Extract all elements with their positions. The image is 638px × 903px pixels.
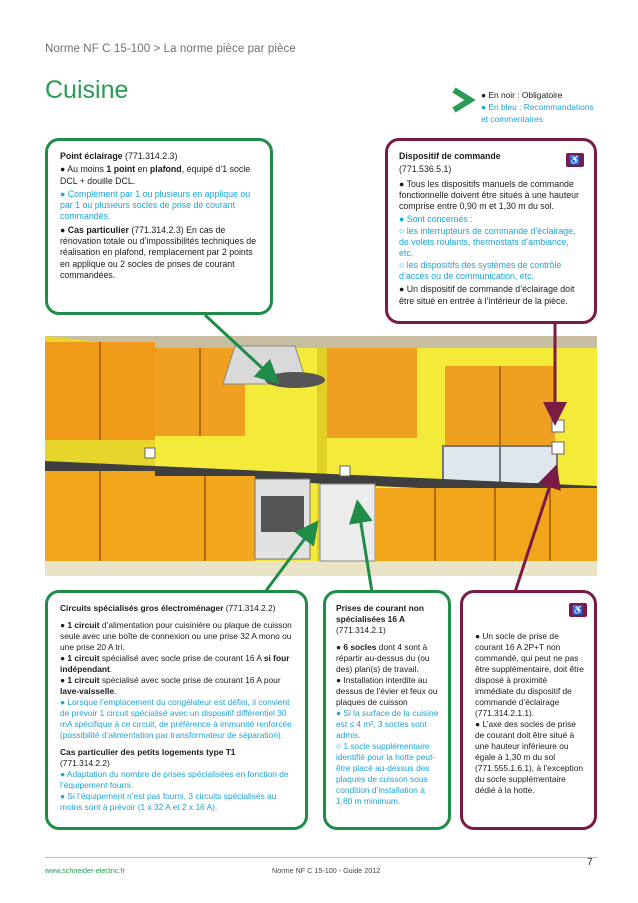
box-text: ● Cas particulier (771.314.2.3) En cas de rénovation totale ou d’impossibilités techniques de réalisation en plafond, remplacement par 2 points en applique ou 2 socles de prises de courant commandées. <box>60 224 257 280</box>
box-title: Point éclairage (771.314.2.3) <box>60 151 178 161</box>
page-title: Cuisine <box>45 76 129 104</box>
accessibility-icon: ♿ <box>569 603 587 617</box>
box-text: ● L’axe des socles de prise de courant doit être situé à une hauteur inférieure ou égale à 1,30 m du sol (771.555.1.6.1), à l’exception du socle supplémentaire dédié à la hotte. <box>475 719 584 795</box>
box-prises-courant <box>323 590 451 830</box>
legend-comments: et commentaires <box>481 114 543 124</box>
box-subtitle: Cas particulier des petits logements type T1 <box>60 747 236 757</box>
box-text: ● 1 circuit d’alimentation pour cuisinière ou plaque de cuisson seule avec une boîte de connexion ou une prise 32 A mono ou une prise 20 A tri. <box>60 620 292 652</box>
chevron-right-icon <box>450 87 476 113</box>
box-recommendation: ● Complément par 1 ou plusieurs en applique ou par 1 ou plusieurs socles de prise de courant commandés. <box>60 188 251 222</box>
legend <box>481 89 594 125</box>
box-recommendation: ● Adaptation du nombre de prises spécialisées en fonction de l’équipement fourni. <box>60 769 289 790</box>
box-recommendation: ○ 1 socle supplémentaire identifié pour la hotte peut-être placé au-dessus des plaques de cuisson sous condition d’installation à 1,80 m minimum. <box>336 741 436 806</box>
legend-recommendations: ● En bleu : Recommandations <box>481 102 594 112</box>
box-text: ● Un socle de prise de courant 16 A 2P+T non commandé, qui peut ne pas être supplémentaire, doit être disposé à proximité immédiate du dispositif de commande d’éclairage (771.314.2.1.1). <box>475 631 584 718</box>
box-text: ● 1 circuit spécialisé avec socle prise de courant 16 A pour lave-vaisselle. <box>60 675 281 696</box>
box-dispositif-commande <box>385 138 597 324</box>
breadcrumb: Norme NF C 15-100 > La norme pièce par pièce <box>45 43 296 55</box>
box-point-eclairage <box>45 138 273 315</box>
box-text: ● Au moins 1 point en plafond, équipé d’1 socle DCL + douille DCL. <box>60 164 251 186</box>
box-recommendation: ● Lorsque l’emplacement du congélateur est défini, il convient de prévoir 1 circuit spécialisé avec un dispositif différentiel 30 mA spécifique à ce circuit, de préférence à immunité renforcée (possibilité d’alimentation par transformateur de séparation). <box>60 697 292 740</box>
box-recommendation: ● Si la surface de la cuisine est ≤ 4 m², 3 socles sont admis. <box>336 708 439 740</box>
box-text: ● 1 circuit spécialisé avec socle prise de courant 16 A si four indépendant. <box>60 653 290 674</box>
box-socle-prise <box>460 590 597 830</box>
footer-document-title: Norme NF C 15-100 - Guide 2012 <box>272 866 381 875</box>
box-title: Prises de courant non spécialisées 16 A <box>336 603 424 624</box>
box-title: Dispositif de commande <box>399 151 501 161</box>
box-recommendation: ○ les interrupteurs de commande d’éclairage, de volets roulants, thermostats d’ambiance, etc. <box>399 225 576 259</box>
box-ref: (771.536.5.1) <box>399 164 452 175</box>
footer-url[interactable]: www.schneider-electric.fr <box>45 866 125 875</box>
box-recommendation: ○ les dispositifs des systèmes de contrôle d’accès ou de communication, etc. <box>399 259 562 281</box>
box-text: ● 6 socles dont 4 sont à répartir au-dessus du (ou des) plan(s) de travail. <box>336 642 430 674</box>
accessibility-icon: ♿ <box>566 153 584 167</box>
box-circuits-specialises <box>45 590 308 830</box>
page-number: 7 <box>587 857 593 868</box>
box-recommendation: ● Si l’équipement n’est pas fourni, 3 circuits spécialisés au moins sont à prévoir (1 x 32 A et 2 x 16 A). <box>60 791 277 812</box>
box-text: ● Tous les dispositifs manuels de commande fonctionnelle doivent être situés à une hauteur comprise entre 0,90 m et 1,30 m du sol. <box>399 178 579 212</box>
box-ref: (771.314.2.1) <box>336 625 386 635</box>
footer-divider <box>45 857 597 858</box>
box-text: ● Un dispositif de commande d’éclairage doit être situé en entrée à l’intérieur de la pièce. <box>399 284 575 306</box>
box-text: ● Installation interdite au dessus de l’évier et feux ou plaques de cuisson <box>336 675 438 707</box>
box-recommendation: ● Sont concernés : <box>399 214 473 225</box>
box-title: Circuits spécialisés gros électroménager (771.314.2.2) <box>60 603 276 613</box>
kitchen-illustration <box>45 336 597 576</box>
legend-mandatory: ● En noir : Obligatoire <box>481 90 563 100</box>
box-ref: (771.314.2.2) <box>60 758 110 768</box>
